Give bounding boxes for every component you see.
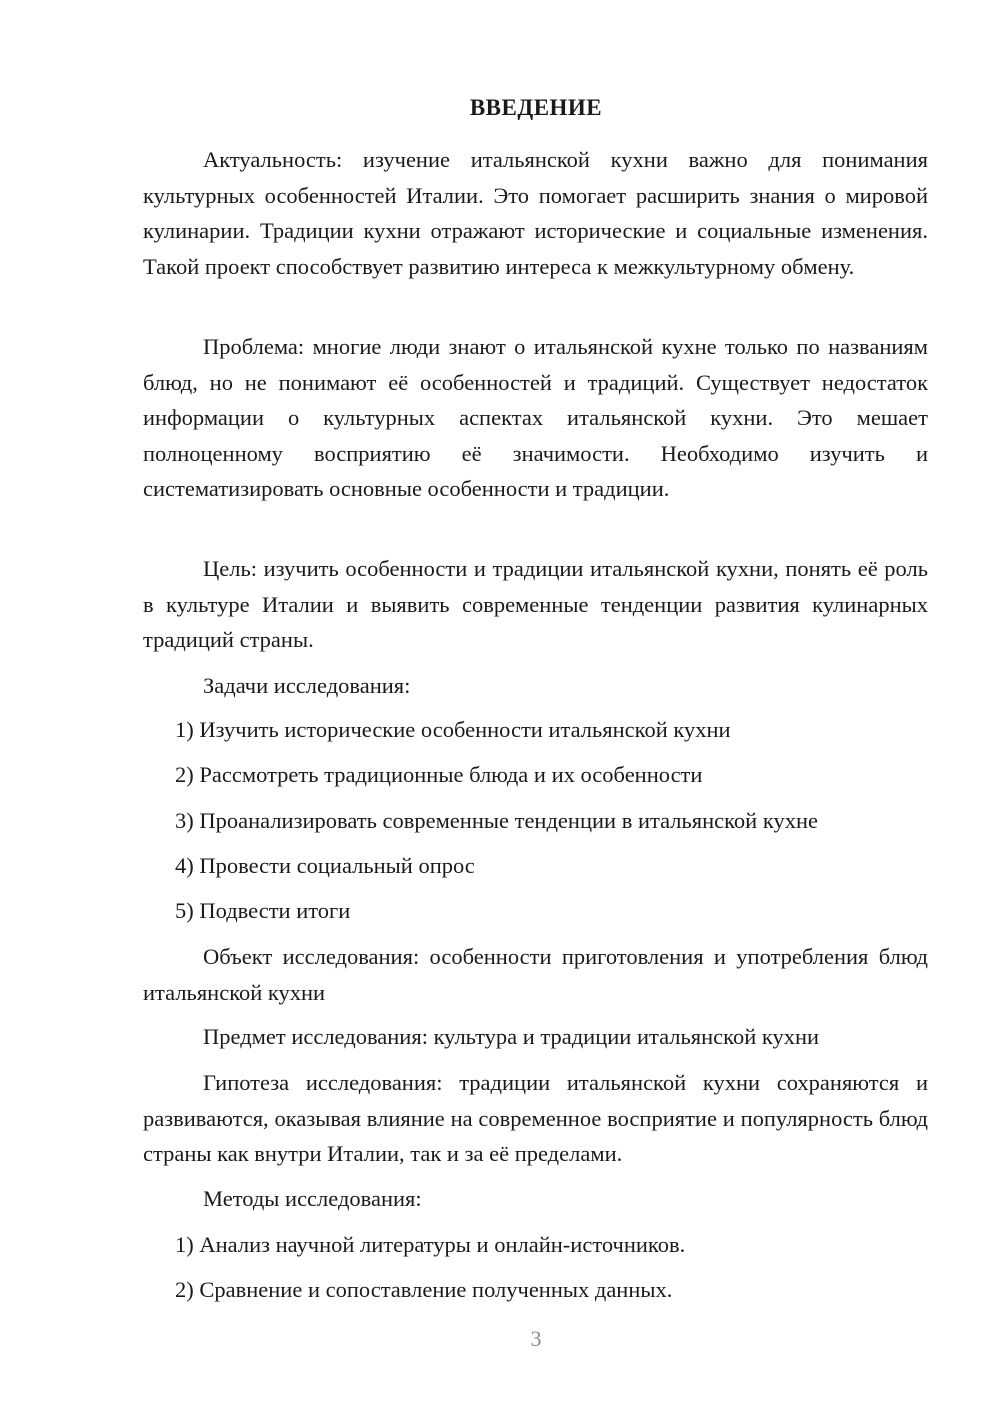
tasks-heading: Задачи исследования: bbox=[203, 673, 411, 698]
task-item-3: 3) Проанализировать современные тенденции в итальянской кухне bbox=[175, 808, 818, 833]
problem-paragraph: Проблема: многие люди знают о итальянской кухне только по названиям блюд, но не понимают её особенностей и традиций. Существует недостаток информации о культурных аспектах итальянской кухни. Это мешает полноценному восприятию её значимости. Необходимо изучить и систематизировать основные особенности и традиции. bbox=[143, 334, 928, 501]
method-item-2: 2) Сравнение и сопоставление полученных данных. bbox=[175, 1277, 673, 1302]
subject-paragraph: Предмет исследования: культура и традиции итальянской кухни bbox=[203, 1024, 820, 1049]
method-item-1: 1) Анализ научной литературы и онлайн-источников. bbox=[175, 1232, 686, 1257]
relevance-paragraph: Актуальность: изучение итальянской кухни важно для понимания культурных особенностей Италии. Это помогает расширить знания о мировой кулинарии. Традиции кухни отражают исторические и социальные изменения. Такой проект способствует развитию интереса к межкультурному обмену. bbox=[143, 147, 928, 279]
goal-paragraph: Цель: изучить особенности и традиции итальянской кухни, понять её роль в культуре Италии и выявить современные тенденции развития кулинарных традиций страны. bbox=[143, 556, 928, 652]
page-title: ВВЕДЕНИЕ bbox=[469, 95, 603, 120]
object-paragraph: Объект исследования: особенности приготовления и употребления блюд итальянской кухни bbox=[143, 944, 928, 1005]
task-item-2: 2) Рассмотреть традиционные блюда и их особенности bbox=[175, 762, 703, 787]
task-item-1: 1) Изучить исторические особенности итальянской кухни bbox=[175, 717, 731, 742]
methods-heading: Методы исследования: bbox=[203, 1186, 422, 1211]
page-number: 3 bbox=[530, 1326, 542, 1351]
task-item-4: 4) Провести социальный опрос bbox=[175, 853, 475, 878]
hypothesis-paragraph: Гипотеза исследования: традиции итальянской кухни сохраняются и развиваются, оказывая влияние на современное восприятие и популярность блюд страны как внутри Италии, так и за её пределами. bbox=[143, 1070, 928, 1166]
task-item-5: 5) Подвести итоги bbox=[175, 898, 351, 923]
